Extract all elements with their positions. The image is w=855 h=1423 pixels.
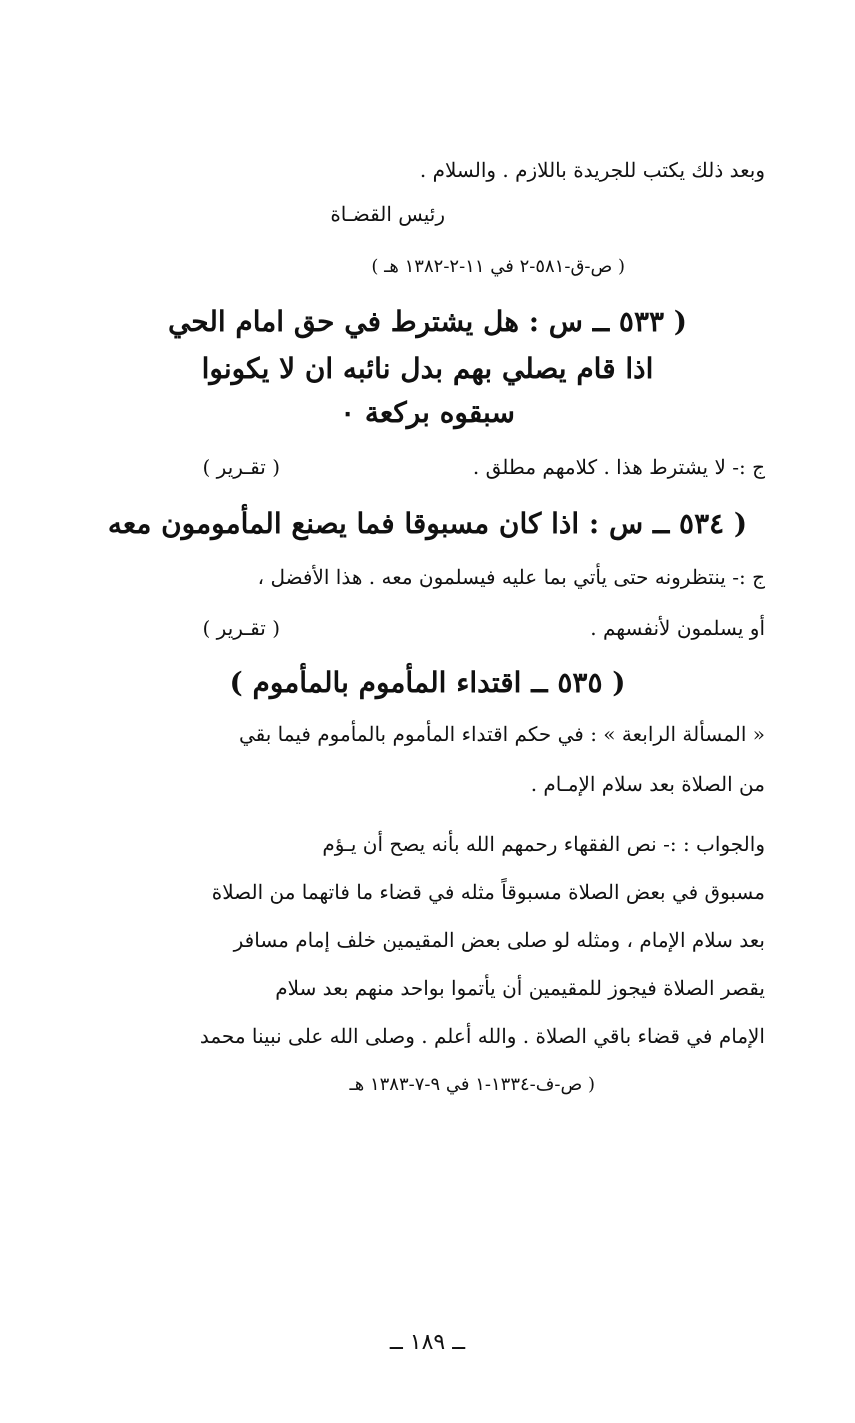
q533-heading-line1: ( ٥٣٣ ــ س : هل يشترط في حق امام الحي bbox=[167, 305, 688, 338]
q534-source: ( تقـرير ) bbox=[202, 616, 280, 640]
q535-answer-line3: بعد سلام الإمام ، ومثله لو صلى بعض المقيمين خلف إمام مسافر bbox=[233, 928, 765, 952]
q534-answer-line1: ج :- ينتظرونه حتى يأتي بما عليه فيسلمون معه . هذا الأفضل ، bbox=[257, 565, 765, 589]
intro-reference: ( ص-ق-٥٨١-٢ في ١١-٢-١٣٨٢ هـ ) bbox=[371, 256, 625, 277]
q533-source: ( تقـرير ) bbox=[202, 455, 280, 479]
q534-answer-line2: أو يسلمون لأنفسهم . bbox=[590, 616, 765, 640]
q535-reference: ( ص-ف-١٣٣٤-١ في ٩-٧-١٣٨٣ هـ bbox=[349, 1074, 595, 1095]
q535-heading: ( ٥٣٥ ــ اقتداء المأموم بالمأموم ) bbox=[229, 666, 626, 699]
q535-answer-line2: مسبوق في بعض الصلاة مسبوقاً مثله في قضاء ما فاتهما من الصلاة bbox=[211, 880, 765, 904]
q533-heading-line2: اذا قام يصلي بهم بدل نائبه ان لا يكونوا bbox=[201, 352, 654, 385]
q535-answer-line4: يقصر الصلاة فيجوز للمقيمين أن يأتموا بواحد منهم بعد سلام bbox=[275, 976, 765, 1000]
q535-question-line2: من الصلاة بعد سلام الإمـام . bbox=[530, 772, 765, 796]
intro-line: وبعد ذلك يكتب للجريدة باللازم . والسلام . bbox=[419, 158, 765, 182]
q535-answer-line5: الإمام في قضاء باقي الصلاة . والله أعلم . وصلى الله على نبينا محمد bbox=[199, 1024, 765, 1048]
q534-heading: ( ٥٣٤ ــ س : اذا كان مسبوقا فما يصنع المأمومون معه bbox=[107, 507, 748, 540]
page-number: ــ ١٨٩ ــ bbox=[389, 1330, 466, 1355]
q533-heading-line3: سبقوه بركعة ٠ bbox=[340, 396, 515, 429]
signature: رئيس القضـاة bbox=[330, 202, 445, 226]
q535-answer-line1: والجواب : :- نص الفقهاء رحمهم الله بأنه يصح أن يـؤم bbox=[322, 832, 765, 856]
q535-question-line1: « المسألة الرابعة » : في حكم اقتداء المأموم بالمأموم فيما بقي bbox=[238, 722, 765, 746]
q533-answer: ج :- لا يشترط هذا . كلامهم مطلق . bbox=[472, 455, 765, 479]
